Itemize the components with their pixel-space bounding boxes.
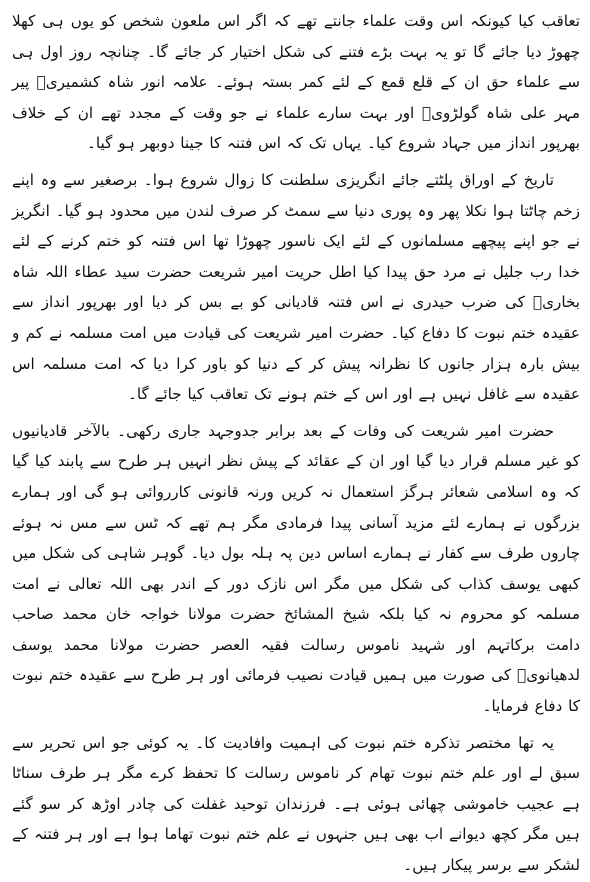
- paragraph-2: تاریخ کے اوراق پلٹتے جائے انگریزی سلطنت کا زوال شروع ہوا۔ برصغیر سے وہ اپنے زخم چاٹتا ہوا نکلا پھر وہ پوری دنیا سے سمٹ کر صرف لندن میں محدود ہو گیا۔ انگریز نے جو اپنے پیچھے مسلمانوں کے لئے ایک ناسور چھوڑا تھا اس فتنہ کو ختم کرنے کے لئے خدا رب جلیل نے مرد حق پیدا کیا اطل حریت امیر شریعت حضرت سید عطاء اللہ شاہ بخاریؒ کی ضرب حیدری نے اس فتنہ قادیانی کو بے بس کر دیا اور بھرپور انداز سے عقیدہ ختم نبوت کا دفاع کیا۔ حضرت امیر شریعت کی قیادت میں امت مسلمہ نے کم و بیش بارہ ہزار جانوں کا نظرانہ پیش کر کے دنیا کو باور کرا دیا کہ امت مسلمہ اس عقیدہ سے غافل نہیں ہے اور اس کے ختم ہونے تک تعاقب کیا جائے گا۔: [12, 170, 580, 404]
- paragraph-1: تعاقب کیا کیونکہ اس وقت علماء جانتے تھے کہ اگر اس ملعون شخص کو یوں ہی کھلا چھوڑ دیا جائے گا تو یہ بہت بڑے فتنے کی شکل اختیار کر جائے گا۔ چنانچہ روز اول ہی سے علماء حق ان کے قلع قمع کے لئے کمر بستہ ہوئے۔ علامہ انور شاہ کشمیریؒ پیر مہر علی شاہ گولڑویؒ اور بہت سارے علماء نے جو وقت کے مجدد تھے ان کے خلاف بھرپور انداز میں جہاد شروع کیا۔ یہاں تک کہ اس فتنہ کا جینا دوبھر ہو گیا۔: [12, 12, 580, 153]
- paragraph-3: حضرت امیر شریعت کی وفات کے بعد برابر جدوجہد جاری رکھی۔ بالآخر قادیانیوں کو غیر مسلم قرار دیا گیا اور ان کے عقائد کے پیش نظر انہیں ہر طرح سے پابند کیا گیا کہ وہ اسلامی شعائر ہرگز استعمال نہ کریں ورنہ قانونی کارروائی ہو گی اور ہمارے بزرگوں نے ہمارے لئے مزید آسانی پیدا فرمادی مگر ہم تھے کہ ٹس سے مس نہ ہوئے چاروں طرف سے کفار نے ہمارے اساس دین پہ ہلہ بول دیا۔ گوہر شاہی کی شکل میں کبھی یوسف کذاب کی شکل میں مگر اس نازک دور کے اندر بھی اللہ تعالی نے امت مسلمہ کو محروم نہ کیا بلکہ شیخ المشائخ حضرت مولانا خواجہ خان محمد صاحب دامت برکاتہم اور شہید ناموس رسالت فقیہ العصر حضرت مولانا محمد یوسف لدھیانویؒ کی صورت میں ہمیں قیادت نصیب فرمائی اور ہر طرح سے عقیدہ ختم نبوت کا دفاع فرمایا۔: [12, 421, 580, 716]
- paragraph-4: یہ تھا مختصر تذکرہ ختم نبوت کی اہمیت وافادیت کا۔ یہ کوئی جو اس تحریر سے سبق لے اور علم ختم نبوت تھام کر ناموس رسالت کا تحفظ کرے مگر ہر طرف سناٹا ہے عجیب خاموشی چھائی ہوئی ہے۔ فرزندان توحید غفلت کی چادر اوڑھ کر سو گئے ہیں مگر کچھ دیوانے اب بھی ہیں جنہوں نے علم ختم نبوت تھاما ہوا ہے اور ہر فتنہ کے لشکر سے برسر پیکار ہیں۔: [12, 733, 580, 875]
